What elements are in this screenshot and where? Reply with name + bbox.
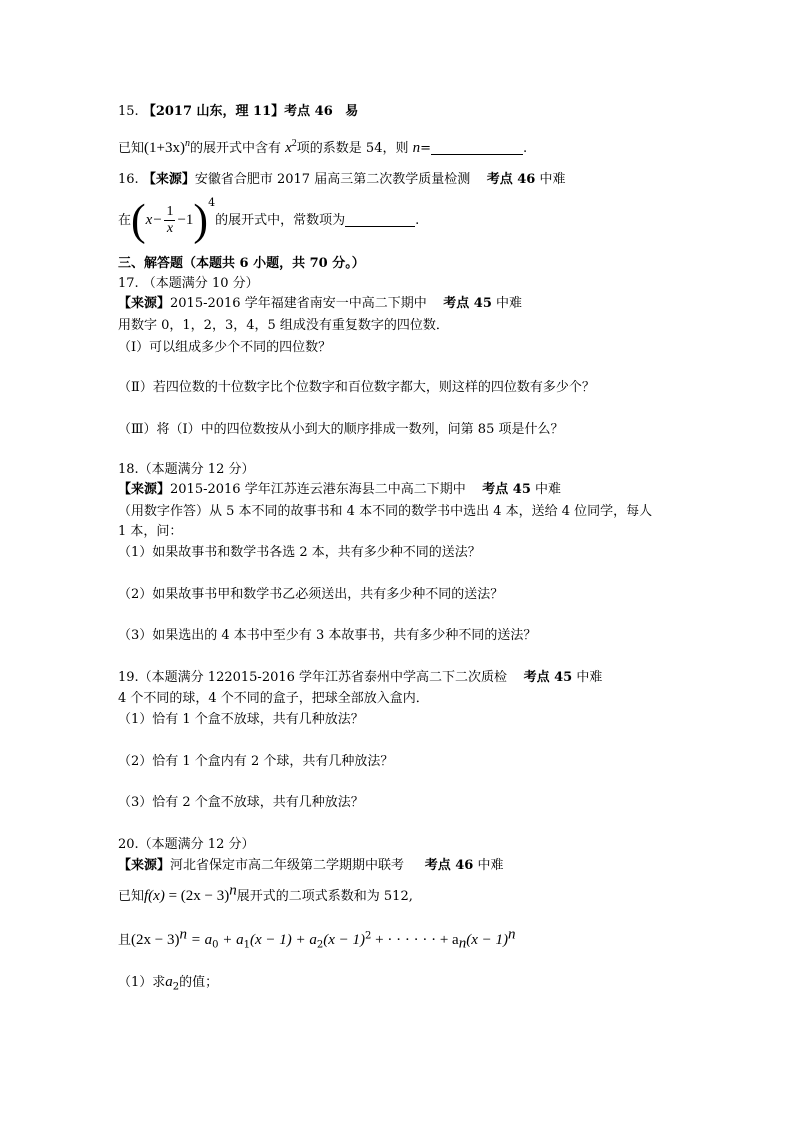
q20-l2-s0: 0 xyxy=(212,939,219,951)
section-heading: 三、解答题（本题共 6 小题，共 70 分。） xyxy=(118,256,365,271)
q15-answer-blank[interactable] xyxy=(431,140,523,155)
q20-source-label: 【来源】 xyxy=(118,858,171,873)
q19-part-1: （1）恰有 1 个盒不放球，共有几种放法？ xyxy=(118,712,364,727)
q18-part-2: （2）如果故事书甲和数学书乙必须送出，共有多少种不同的送法？ xyxy=(118,587,504,602)
q16-number: 16. xyxy=(118,172,139,187)
q17-source: 2015-2016 学年福建省南安一中高二下期中 xyxy=(170,296,427,311)
q19-part-2: （2）恰有 1 个盒内有 2 个球，共有几种放法？ xyxy=(118,754,394,769)
q16-exponent: 4 xyxy=(208,196,216,209)
q17-source-line xyxy=(118,294,522,314)
q20-header: 20.（本题满分 12 分） xyxy=(118,837,255,852)
q20-l2-s2: 2 xyxy=(316,939,324,951)
q15-number: 15. xyxy=(118,104,139,119)
q20-p1-a: （1）求 xyxy=(118,975,166,990)
q16-end: . xyxy=(415,213,420,228)
q19-head-text: 19.（本题满分 122015-2016 学年江苏省泰州中学高二下二次质检 xyxy=(118,670,508,685)
q16-header xyxy=(118,170,566,190)
q18-source-line xyxy=(118,480,561,500)
q17-stem: 用数字 0，1，2，3，4，5 组成没有重复数字的四位数． xyxy=(118,318,449,333)
q16-expr-x: x− xyxy=(145,212,163,228)
q15-question xyxy=(118,138,527,159)
q20-part-1 xyxy=(118,972,218,993)
q16-source: 安徽省合肥市 2017 届高三第二次教学质量检测 xyxy=(194,172,471,187)
q16-fraction: $\frac{1}{x}$ xyxy=(166,204,174,236)
q16-question xyxy=(118,196,419,245)
q16-answer-blank[interactable] xyxy=(345,212,415,227)
q19-stem: 4 个不同的球，4 个不同的盒子，把球全部放入盒内． xyxy=(118,691,429,706)
q15-text-a: 已知 xyxy=(118,141,145,156)
q16-text-b: 的展开式中，常数项为 xyxy=(215,213,346,228)
q15-header xyxy=(118,102,358,122)
q18-header: 18.（本题满分 12 分） xyxy=(118,462,255,477)
q20-l2-t1: + a xyxy=(218,932,244,948)
q20-l1-f: f(x) xyxy=(144,888,165,904)
q16-right-paren: ) xyxy=(193,195,209,245)
q15-kaodian: 考点 46 xyxy=(284,104,333,119)
q20-l2-sn: n xyxy=(458,935,467,952)
q15-text-c: 项的系数是 54，则 xyxy=(296,141,409,156)
q20-l1-a: 已知 xyxy=(118,889,145,904)
q20-l1-b: 展开式的二项式系数和为 512, xyxy=(236,889,413,904)
q20-l2-t1b: (x − 1) + a xyxy=(249,932,317,948)
q16-expr-tail: −1 xyxy=(177,212,194,228)
q20-l1-n: n xyxy=(229,882,237,899)
q20-l1-eq: = (2x − 3) xyxy=(164,888,230,904)
q20-l2-dots: + · · · · · · + a xyxy=(371,932,459,948)
q17-part-2: （Ⅱ）若四位数的十位数字比个位数字和百位数字都大，则这样的四位数有多少个？ xyxy=(118,380,595,395)
q17-part-3: （Ⅲ）将（Ⅰ）中的四位数按从小到大的顺序排成一数列，问第 85 项是什么？ xyxy=(118,422,564,437)
q18-level: 中难 xyxy=(535,482,562,497)
q20-kaodian: 考点 46 xyxy=(424,858,474,873)
q20-l2-rhs: = a xyxy=(186,932,213,948)
q15-end: . xyxy=(523,141,528,156)
q20-condition-2 xyxy=(118,926,516,952)
q18-stem-2: 1 本，问： xyxy=(118,524,183,539)
q20-l2-n: n xyxy=(179,926,187,943)
q20-p1-var: a xyxy=(165,974,173,990)
q16-text-a: 在 xyxy=(118,213,132,228)
q15-level: 易 xyxy=(345,104,359,119)
q17-kaodian: 考点 45 xyxy=(443,296,492,311)
q20-l2-en: n xyxy=(508,926,516,943)
q17-level: 中难 xyxy=(496,296,523,311)
q17-part-1: （Ⅰ）可以组成多少个不同的四位数？ xyxy=(118,340,332,355)
q15-expr: $(1+3x)^n$ xyxy=(144,138,190,156)
q19-part-3: （3）恰有 2 个盒不放球，共有几种放法？ xyxy=(118,795,364,810)
q16-left-paren: ( xyxy=(131,195,146,245)
q19-header xyxy=(118,668,602,688)
q15-source-tag: 【2017 山东，理 11】 xyxy=(142,104,285,119)
q18-stem-1: （用数字作答）从 5 本不同的故事书和 4 本不同的数学书中选出 4 本，送给 4 位同学，每人 xyxy=(118,504,653,519)
q18-kaodian: 考点 45 xyxy=(482,482,531,497)
q20-level: 中难 xyxy=(477,858,504,873)
q16-source-label: 【来源】 xyxy=(142,172,195,187)
q20-l2-a: 且 xyxy=(118,933,132,948)
q15-var: n xyxy=(412,140,421,156)
q20-l2-lhs: (2x − 3) xyxy=(131,932,180,948)
q16-kaodian: 考点 46 xyxy=(486,172,536,187)
q18-source-label: 【来源】 xyxy=(118,482,171,497)
q15-term: $x^2$ xyxy=(285,138,297,156)
q20-p1-sub: 2 xyxy=(172,981,180,993)
q18-part-3: （3）如果选出的 4 本书中至少有 3 本故事书，共有多少种不同的送法？ xyxy=(118,628,537,643)
q19-level: 中难 xyxy=(576,670,603,685)
q18-part-1: （1）如果故事书和数学书各选 2 本，共有多少种不同的送法？ xyxy=(118,545,481,560)
q20-l2-s1: 1 xyxy=(243,939,250,951)
q17-source-label: 【来源】 xyxy=(118,296,171,311)
q19-kaodian: 考点 45 xyxy=(523,670,573,685)
q18-source: 2015-2016 学年江苏连云港东海县二中高二下期中 xyxy=(170,482,466,497)
q20-l2-e2: 2 xyxy=(365,930,372,942)
q15-eq: = xyxy=(420,141,432,156)
q20-source-line xyxy=(118,856,503,876)
q15-text-b: 的展开式中含有 xyxy=(189,141,281,156)
q20-condition-1 xyxy=(118,882,413,907)
q20-p1-b: 的值； xyxy=(179,975,219,990)
q20-l2-tn: (x − 1) xyxy=(466,932,508,948)
q17-header: 17. （本题满分 10 分） xyxy=(118,276,259,291)
q20-l2-t2b: (x − 1) xyxy=(323,932,366,948)
q20-source: 河北省保定市高二年级第二学期期中联考 xyxy=(170,858,405,873)
q16-level: 中难 xyxy=(539,172,566,187)
